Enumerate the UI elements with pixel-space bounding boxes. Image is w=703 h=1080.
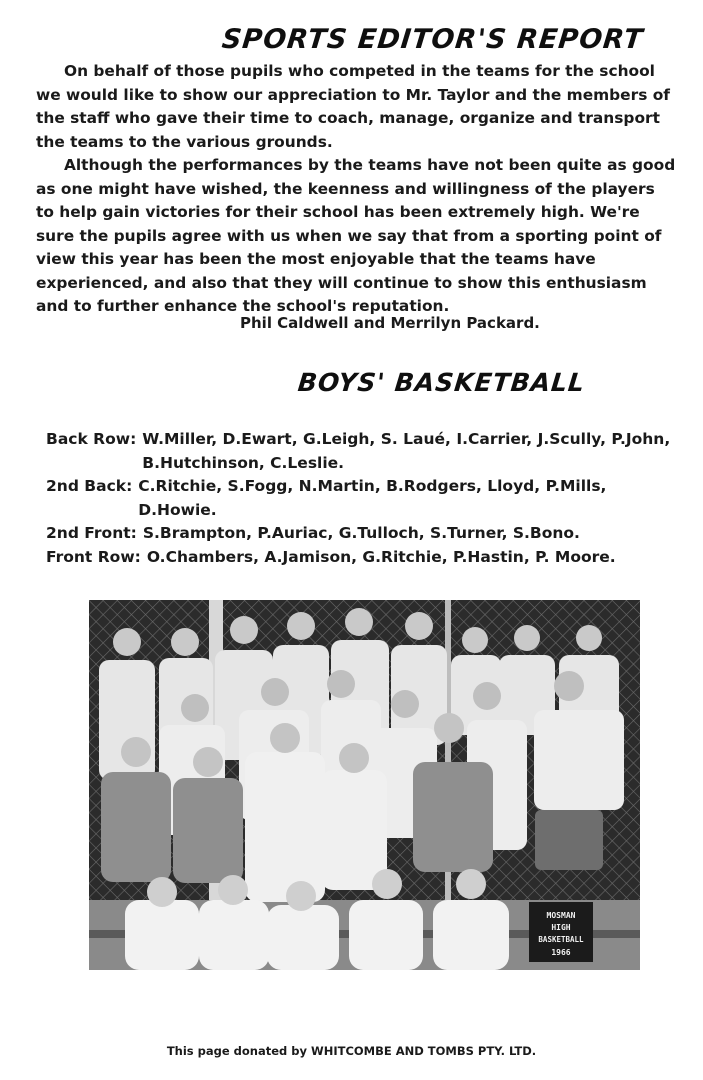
- roster-row-back: [46, 428, 686, 475]
- roster-names: C.Ritchie, S.Fogg, N.Martin, B.Rodgers, Lloyd, P.Mills, D.Howie.: [138, 477, 607, 519]
- report-body: [36, 60, 676, 319]
- roster-row-2nd-front: [46, 522, 686, 546]
- roster-label: Front Row:: [46, 547, 141, 566]
- boys-basketball-heading: BOYS' BASKETBALL: [296, 368, 587, 397]
- team-roster: [46, 428, 686, 569]
- sports-editors-report-heading: SPORTS EDITOR'S REPORT: [220, 24, 645, 55]
- team-photo: [89, 600, 640, 970]
- report-signature: Phil Caldwell and Merrilyn Packard.: [240, 314, 540, 332]
- roster-label: 2nd Back:: [46, 477, 133, 495]
- roster-label: 2nd Front:: [46, 524, 137, 542]
- report-paragraph-1: On behalf of those pupils who competed in the teams for the school we would like to show our appreciation to Mr. Taylor and the members of the staff who gave their time to coach, manage, organize and transport the teams to the various grounds.: [36, 62, 671, 151]
- roster-label: Back Row:: [46, 430, 137, 448]
- roster-names: S.Brampton, P.Auriac, G.Tulloch, S.Turner, S.Bono.: [142, 524, 580, 542]
- report-paragraph-2: Although the performances by the teams have not been quite as good as one might have wished, the keenness and willingness of the players to help gain victories for their school has been extremely high. We're sure the pupils agree with us when we say that from a sporting point of view this year has been the most enjoyable that the teams have experienced, and also that they will continue to show this enthusiasm and to further enhance the school's reputation.: [36, 156, 676, 315]
- roster-names: O.Chambers, A.Jamison, G.Ritchie, P.Hastin, P. Moore.: [146, 547, 616, 566]
- roster-row-front: [46, 546, 686, 570]
- roster-names: W.Miller, D.Ewart, G.Leigh, S. Laué, I.Carrier, J.Scully, P.John, B.Hutchinson, C.Leslie.: [142, 430, 671, 472]
- plaque-line-4: 1966: [551, 948, 571, 957]
- plaque-line-2: HIGH: [551, 923, 571, 932]
- plaque-line-3: BASKETBALL: [538, 935, 584, 944]
- plaque-line-1: MOSMAN: [546, 911, 576, 920]
- roster-row-2nd-back: [46, 475, 686, 522]
- page-footer-credit: This page donated by WHITCOMBE AND TOMBS PTY. LTD.: [166, 1044, 537, 1058]
